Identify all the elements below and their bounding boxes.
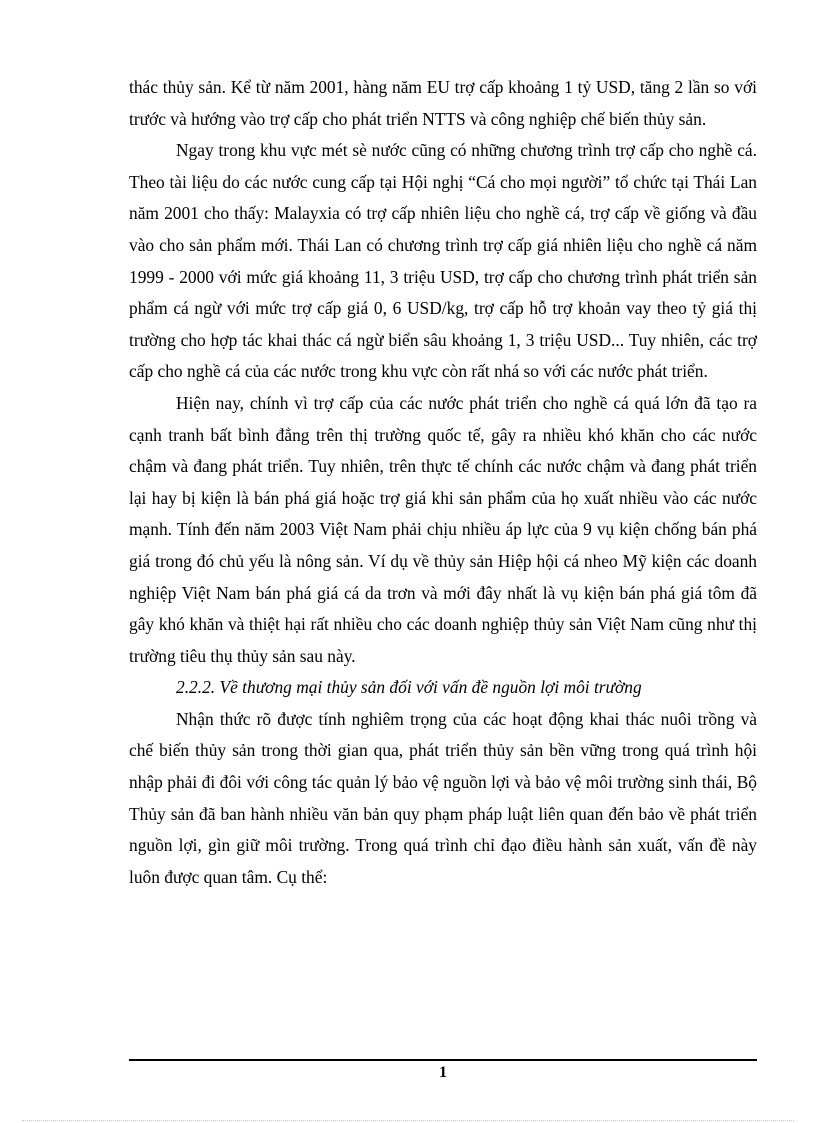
footer-divider [129,1059,757,1061]
paragraph-antidumping: Hiện nay, chính vì trợ cấp của các nước phát triển cho nghề cá quá lớn đã tạo ra cạnh tranh bất bình đẳng trên thị trường quốc tế, gây ra nhiều khó khăn cho các nước chậm và đang phát triển. Tuy nhiên, trên thực tế chính các nước chậm và đang phát triển lại hay bị kiện là bán phá giá hoặc trợ giá khi sản phẩm của họ xuất nhiều vào các nước mạnh. Tính đến năm 2003 Việt Nam phải chịu nhiều áp lực của 9 vụ kiện chống bán phá giá trong đó chủ yếu là nông sản. Ví dụ về thủy sản Hiệp hội cá nheo Mỹ kiện các doanh nghiệp Việt Nam bán phá giá cá da trơn và mới đây nhất là vụ kiện bán phá giá tôm đã gây khó khăn và thiệt hại rất nhiều cho các doanh nghiệp thủy sản Việt Nam cũng như thị trường tiêu thụ thủy sản sau này. [129,392,757,666]
page-number: 1 [439,1064,447,1081]
page-body [129,72,757,893]
section-heading: 2.2.2. Về thương mại thủy sản đối với vấn đề nguồn lợi môi trường [176,677,642,698]
paragraph-environment: Nhận thức rõ được tính nghiêm trọng của các hoạt động khai thác nuôi trồng và chế biến thủy sản trong thời gian qua, phát triển thủy sản bền vững trong quá trình hội nhập phải đi đôi với công tác quản lý bảo vệ nguồn lợi và bảo vệ môi trường sinh thái, Bộ Thủy sản đã ban hành nhiều văn bản quy phạm pháp luật liên quan đến bảo về phát triển nguồn lợi, gìn giữ môi trường. Trong quá trình chỉ đạo điều hành sản xuất, vấn đề này luôn được quan tâm. Cụ thể: [129,708,757,887]
paragraph-continuation: thác thủy sản. Kể từ năm 2001, hàng năm EU trợ cấp khoảng 1 tỷ USD, tăng 2 lần so với trước và hướng vào trợ cấp cho phát triển NTTS và công nghiệp chế biến thủy sản. [129,77,757,129]
page-bottom-border [22,1120,794,1121]
paragraph-regional-subsidies: Ngay trong khu vực mét sè nước cũng có những chương trình trợ cấp cho nghề cá. Theo tài liệu do các nước cung cấp tại Hội nghị “Cá cho mọi người” tổ chức tại Thái Lan năm 2001 cho thấy: Malayxia có trợ cấp nhiên liệu cho nghề cá, trợ cấp về giống và đầu vào cho sản phẩm mới. Thái Lan có chương trình trợ cấp giá nhiên liệu cho nghề cá năm 1999 - 2000 với mức giá khoảng 11, 3 triệu USD, trợ cấp cho chương trình phát triển sản phẩm cá ngừ với mức trợ cấp giá 0, 6 USD/kg, trợ cấp hỗ trợ khoản vay theo tỷ giá thị trường cho hợp tác khai thác cá ngừ biển sâu khoảng 1, 3 triệu USD... Tuy nhiên, các trợ cấp cho nghề cá của các nước trong khu vực còn rất nhá so với các nước phát triển. [129,140,757,382]
